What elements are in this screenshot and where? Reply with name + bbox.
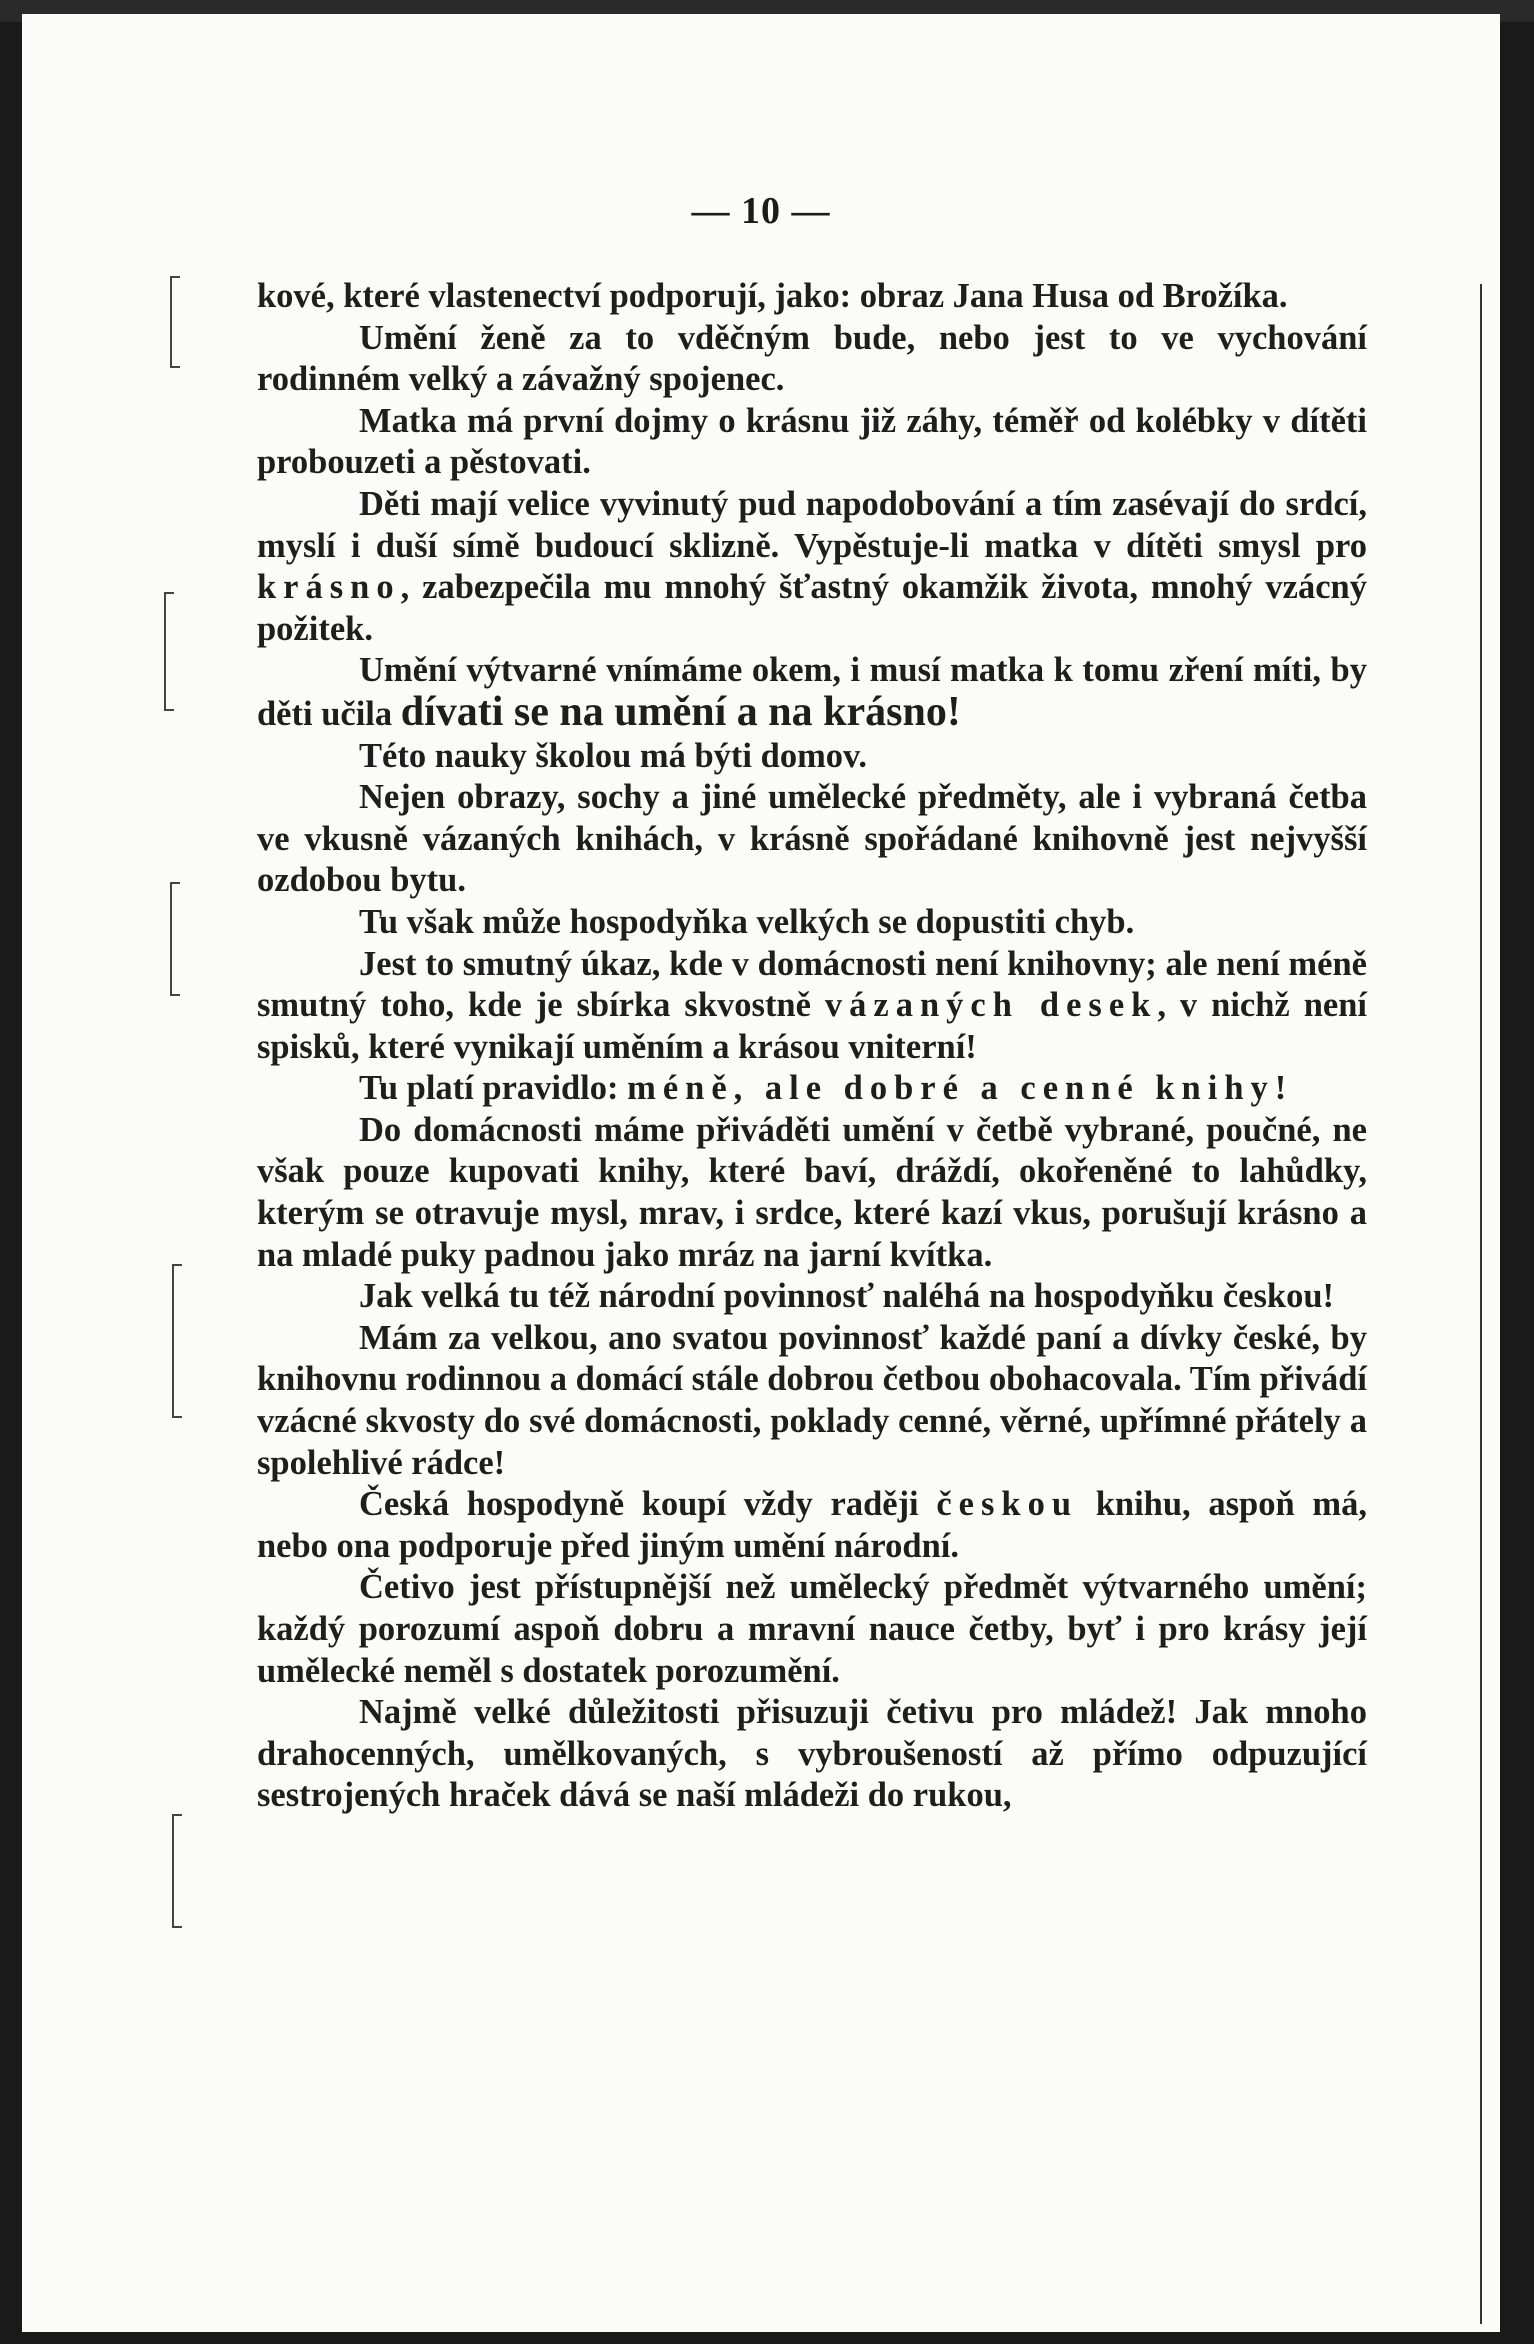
margin-bracket [172, 1814, 182, 1928]
paragraph: kové, které vlastenectví podporují, jako: obraz Jana Husa od Brožíka. [257, 277, 1288, 315]
margin-bracket [164, 592, 174, 711]
paragraph [257, 650, 1367, 735]
margin-bracket [170, 882, 180, 996]
large-emphasis: dívati se na umění a na krásno! [400, 688, 961, 735]
paragraph: Umění ženě za to vděčným bude, nebo jest to ve vychování rodinném velký a závažný spojenec. [257, 318, 1367, 399]
paragraph: Do domácnosti máme přiváděti umění v četbě vybrané, poučné, ne však pouze kupovati knihy, které baví, dráždí, okořeněné to lahůdky, kterým se otravuje mysl, mrav, i srdce, které kazí vkus, porušují krásno a na mladé puky padnou jako mráz na jarní kvítka. [257, 1110, 1367, 1274]
paragraph [257, 1484, 1367, 1567]
binding-edge [1480, 284, 1482, 2324]
paragraph: Najmě velké důležitosti přisuzuji četivu pro mládež! Jak mnoho drahocenných, umělkovaných, s vybroušeností až přímo odpuzující sestrojených hraček dává se naší mládeži do rukou, [257, 1693, 1367, 1815]
paragraph: Četivo jest přístupnější než umělecký předmět výtvarného umění; každý porozumí aspoň dobru a mravní nauce četby, byť i pro krásy její umělecké neměl s dostatek porozumění. [257, 1568, 1367, 1690]
spaced-emphasis: méně, ale dobré a cenné knihy! [627, 1069, 1294, 1108]
paragraph: Mám za velkou, ano svatou povinnosť každé paní a dívky české, by knihovnu rodinnou a domácí stále dobrou četbou obohacovala. Tím přivádí vzácné skvosty do své domácnosti, poklady cenné, věrné, upřímné přátely a spolehlivé rádce! [257, 1318, 1368, 1482]
margin-bracket [172, 1264, 182, 1418]
paragraph: Této nauky školou má býti domov. [359, 736, 868, 775]
body-text [257, 276, 1367, 1817]
text-run: Tu platí pravidlo: [359, 1069, 628, 1108]
text-run: Umění výtvarné vnímáme okem, i musí matka k tomu zření míti, by děti učila [257, 651, 1367, 733]
paragraph [257, 944, 1367, 1069]
margin-bracket [170, 276, 180, 368]
spaced-emphasis: českou [936, 1485, 1079, 1524]
paragraph: Nejen obrazy, sochy a jiné umělecké předměty, ale i vybraná četba ve vkusně vázaných knihách, v krásně spořádané knihovně jest nejvyšší ozdobou bytu. [257, 778, 1367, 900]
spaced-emphasis: vázaných desek [824, 986, 1158, 1025]
book-page [22, 14, 1500, 2332]
paragraph: Matka má první dojmy o krásnu již záhy, téměř od kolébky v dítěti probouzeti a pěstovati. [257, 401, 1367, 482]
text-run: Česká hospodyně koupí vždy raději [359, 1485, 937, 1524]
page-number: — 10 — [691, 190, 831, 232]
paragraph: Tu však může hospodyňka velkých se dopustiti chyb. [359, 902, 1135, 941]
text-run: , zabezpečila mu mnohý šťastný okamžik života, mnohý vzácný požitek. [257, 568, 1367, 648]
text-run: Děti mají velice vyvinutý pud napodobování a tím zasévají do srdcí, myslí i duší símě budoucí sklizně. Vypěstuje-li matka v dítěti smysl pro [257, 484, 1367, 565]
text-run: knihu, aspoň má, nebo ona podporuje před jiným umění národní. [257, 1485, 1367, 1565]
paragraph: Jak velká tu též národní povinnosť naléhá na hospodyňku českou! [359, 1277, 1334, 1316]
text-run: Jest to smutný úkaz, kde v domácnosti není knihovny; ale není méně smutný toho, kde je sbírka skvostně [257, 944, 1367, 1025]
paragraph [257, 484, 1367, 650]
text-run: , v nichž není spisků, které vynikají uměním a krásou vniterní! [257, 986, 1367, 1066]
spaced-emphasis: krásno [257, 568, 401, 607]
paragraph [257, 1068, 1367, 1110]
